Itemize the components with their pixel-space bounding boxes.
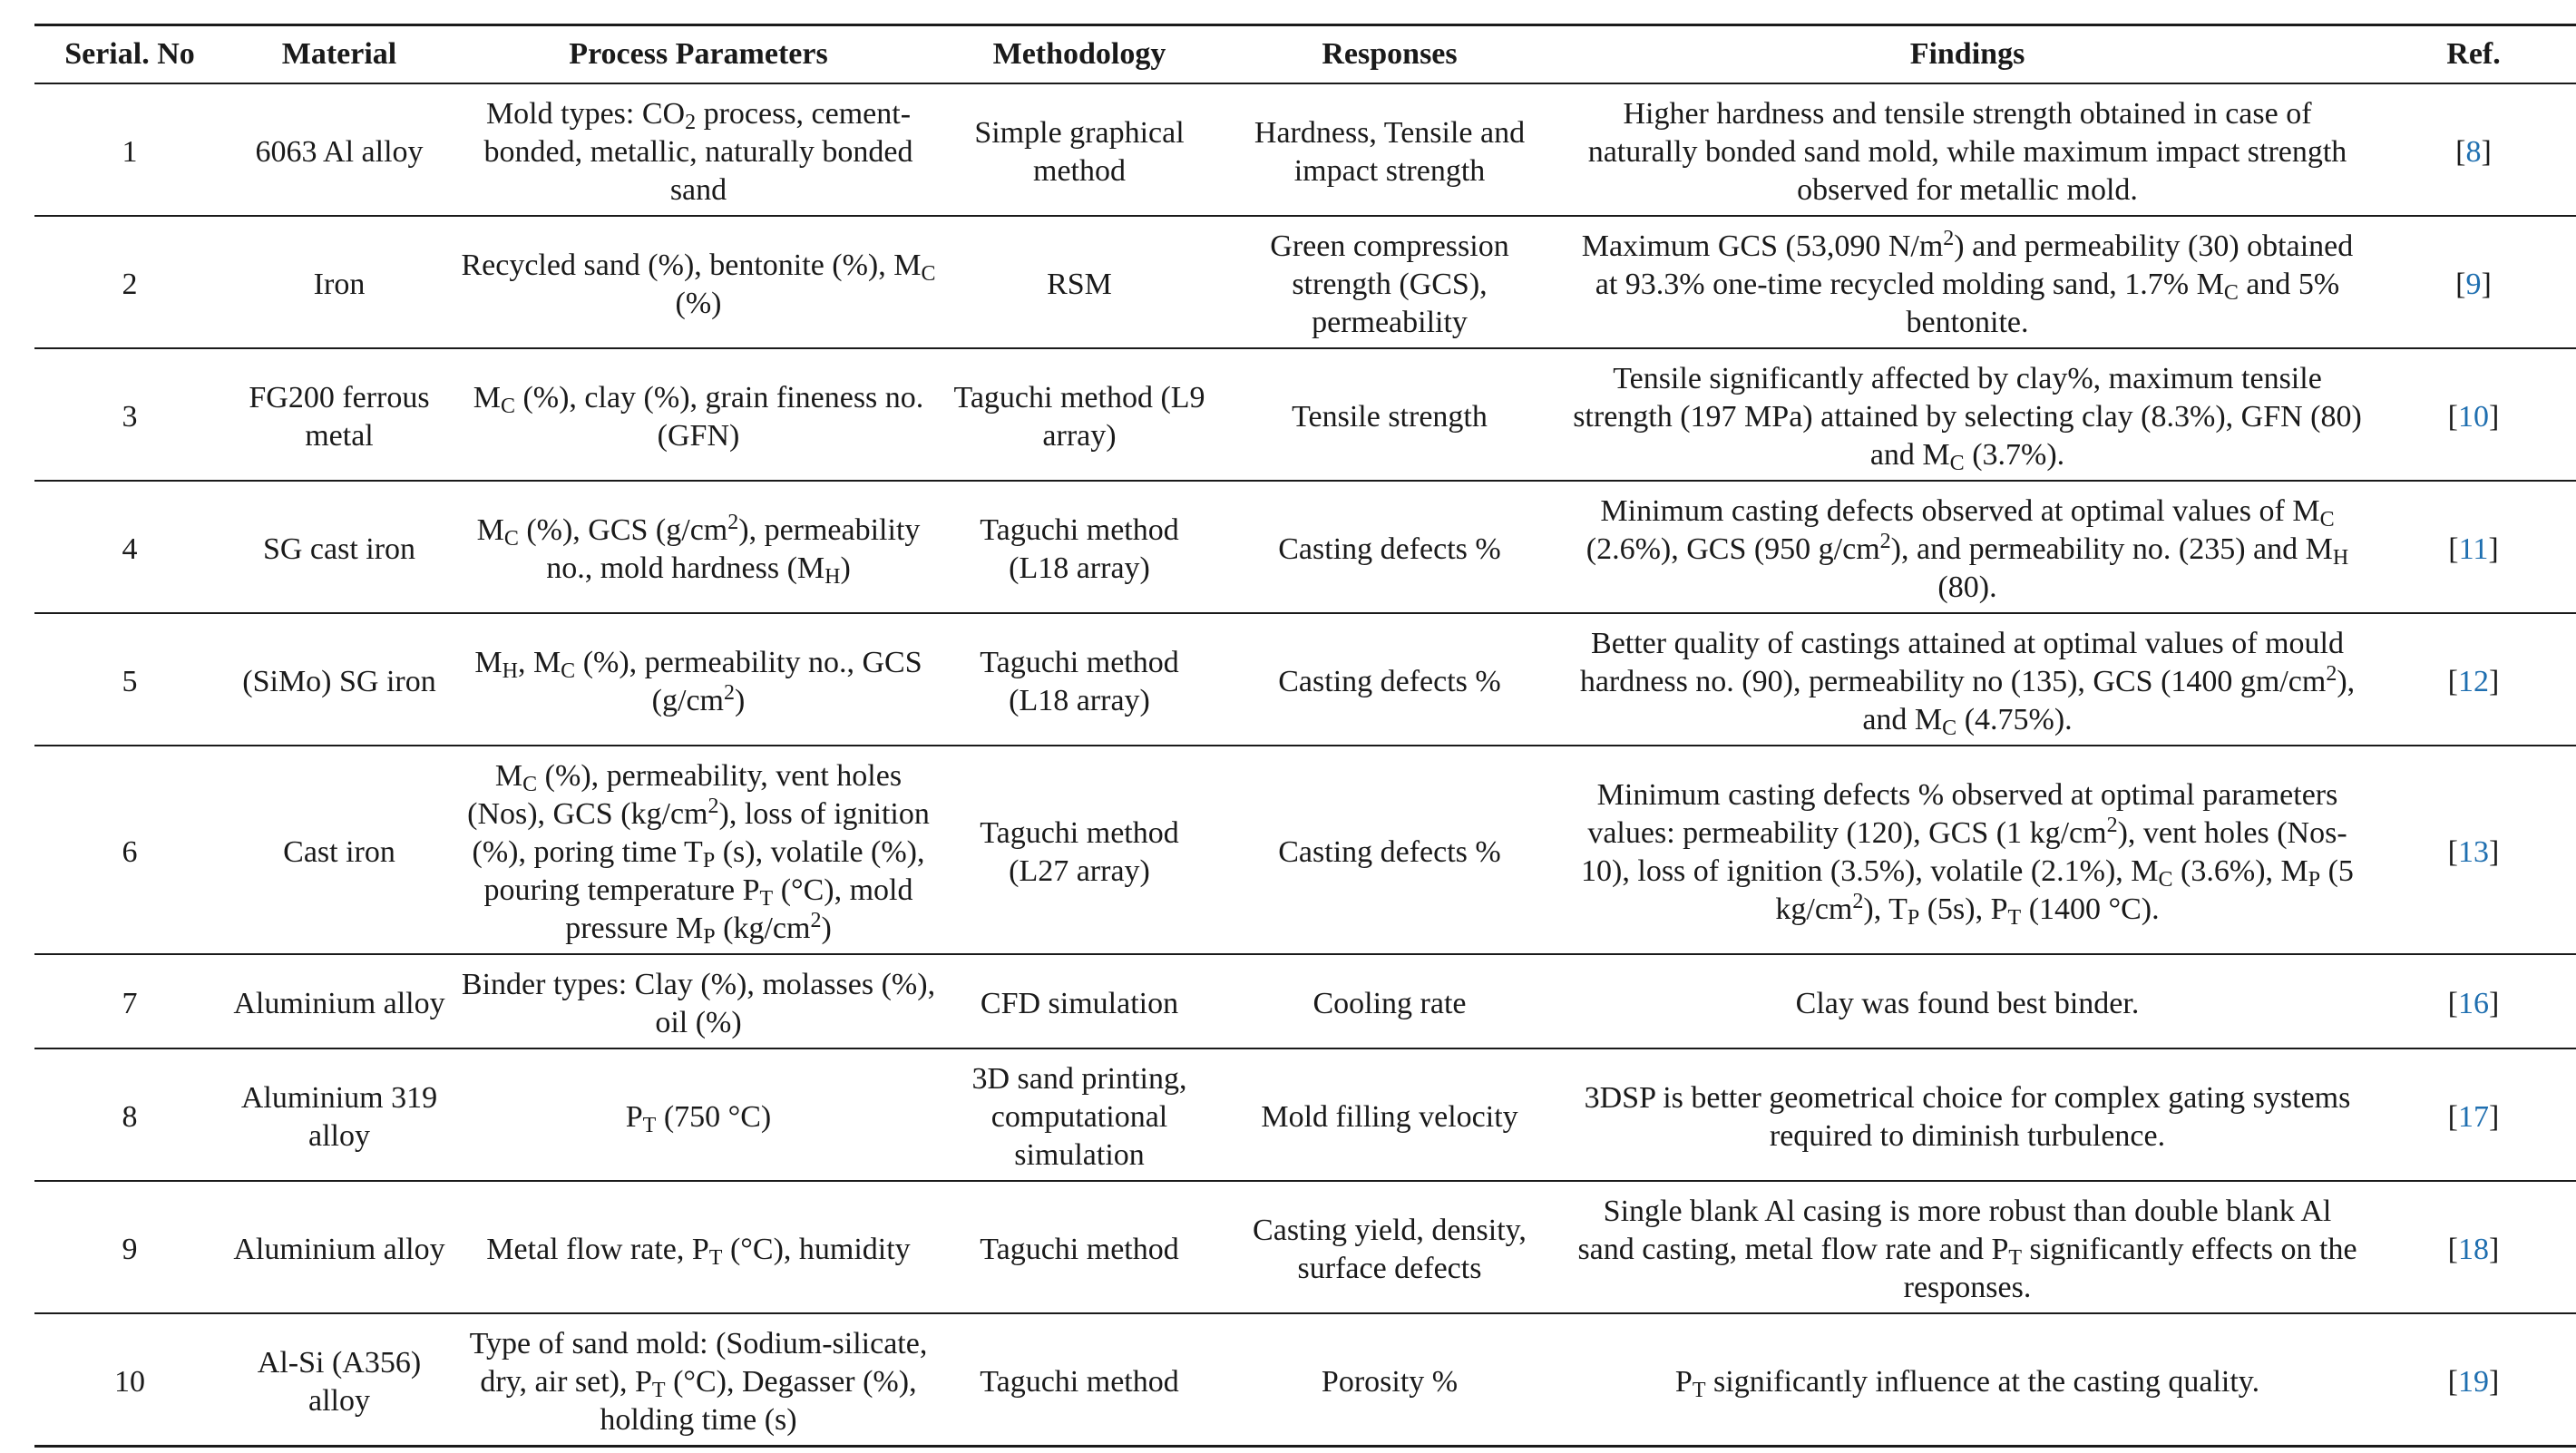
cell-serial: 10 <box>34 1313 225 1447</box>
table-row <box>34 348 2576 481</box>
cell-findings: 3DSP is better geometrical choice for complex gating systems required to diminish turbulence. <box>1564 1048 2371 1181</box>
cell-responses: Mold filling velocity <box>1215 1048 1564 1181</box>
cell-ref: [13] <box>2371 746 2576 954</box>
cell-ref: [17] <box>2371 1048 2576 1181</box>
cell-serial: 3 <box>34 348 225 481</box>
cell-ref: [11] <box>2371 481 2576 613</box>
cell-serial: 4 <box>34 481 225 613</box>
cell-material: Al-Si (A356) alloy <box>225 1313 454 1447</box>
cell-responses: Casting defects % <box>1215 746 1564 954</box>
ref-link[interactable]: 12 <box>2458 665 2489 698</box>
table-row <box>34 746 2576 954</box>
ref-link[interactable]: 17 <box>2458 1100 2489 1134</box>
table-row <box>34 216 2576 348</box>
ref-link[interactable]: 16 <box>2458 987 2489 1020</box>
cell-process-parameters: Mold types: $CO_2$ process, cement-bonded, metallic, naturally bonded sand <box>454 83 943 216</box>
cell-findings: Minimum casting defects observed at optimal values of $M_C$ (2.6%), GCS (950 $g/cm^2$), and permeability no. (235) and $M_H$ (80). <box>1564 481 2371 613</box>
ref-link[interactable]: 10 <box>2458 400 2489 434</box>
cell-responses: Cooling rate <box>1215 954 1564 1048</box>
cell-material: Aluminium alloy <box>225 954 454 1048</box>
cell-methodology: Taguchi method (L18 array) <box>943 613 1215 746</box>
ref-link[interactable]: 8 <box>2465 135 2482 169</box>
cell-responses: Tensile strength <box>1215 348 1564 481</box>
cell-material: Cast iron <box>225 746 454 954</box>
header-material: Material <box>225 25 454 84</box>
cell-material: Aluminium alloy <box>225 1181 454 1313</box>
cell-serial: 6 <box>34 746 225 954</box>
header-responses: Responses <box>1215 25 1564 84</box>
cell-findings: Higher hardness and tensile strength obtained in case of naturally bonded sand mold, while maximum impact strength observed for metallic mold. <box>1564 83 2371 216</box>
ref-link[interactable]: 9 <box>2465 268 2482 301</box>
cell-methodology: Taguchi method (L18 array) <box>943 481 1215 613</box>
cell-ref: [19] <box>2371 1313 2576 1447</box>
table-row <box>34 1181 2576 1313</box>
cell-methodology: 3D sand printing, computational simulation <box>943 1048 1215 1181</box>
cell-responses: Green compression strength (GCS), permeability <box>1215 216 1564 348</box>
cell-serial: 9 <box>34 1181 225 1313</box>
ref-link[interactable]: 19 <box>2458 1365 2489 1399</box>
cell-findings: Minimum casting defects % observed at optimal parameters values: permeability (120), GCS (1 $kg/cm^2$), vent holes (Nos-10), loss of ignition (3.5%), volatile (2.1%), $M_C$ (3.6%), $M_P$ (5 $kg/cm^2$), $T_P$ (5s), $P_T$ (1400 °C). <box>1564 746 2371 954</box>
cell-material: (SiMo) SG iron <box>225 613 454 746</box>
casting-parameters-table <box>34 24 2576 1448</box>
ref-link[interactable]: 11 <box>2458 532 2489 566</box>
cell-findings: $P_T$ significantly influence at the casting quality. <box>1564 1313 2371 1447</box>
cell-serial: 1 <box>34 83 225 216</box>
ref-link[interactable]: 18 <box>2458 1233 2489 1266</box>
cell-serial: 8 <box>34 1048 225 1181</box>
cell-findings: Single blank Al casing is more robust than double blank Al sand casting, metal flow rate and $P_T$ significantly effects on the responses. <box>1564 1181 2371 1313</box>
table-row <box>34 954 2576 1048</box>
cell-material: Iron <box>225 216 454 348</box>
table-row <box>34 83 2576 216</box>
header-methodology: Methodology <box>943 25 1215 84</box>
cell-ref: [16] <box>2371 954 2576 1048</box>
cell-ref: [10] <box>2371 348 2576 481</box>
cell-findings: Better quality of castings attained at optimal values of mould hardness no. (90), permeability no (135), GCS (1400 $gm/cm^2$), and $M_C$ (4.75%). <box>1564 613 2371 746</box>
cell-methodology: RSM <box>943 216 1215 348</box>
cell-methodology: Taguchi method (L9 array) <box>943 348 1215 481</box>
ref-link[interactable]: 13 <box>2458 835 2489 869</box>
cell-ref: [12] <box>2371 613 2576 746</box>
cell-responses: Casting defects % <box>1215 613 1564 746</box>
cell-methodology: Taguchi method <box>943 1181 1215 1313</box>
cell-findings: Maximum GCS (53,090 $N/m^2$) and permeability (30) obtained at 93.3% one-time recycled molding sand, 1.7% $M_C$ and 5% bentonite. <box>1564 216 2371 348</box>
cell-process-parameters: $M_C$ (%), permeability, vent holes (Nos), GCS $(kg/cm^2)$, loss of ignition (%), poring time $T_P$ (s), volatile (%), pouring temperature $P_T$ (°C), mold pressure $M_P$ $(kg/cm^2)$ <box>454 746 943 954</box>
cell-serial: 5 <box>34 613 225 746</box>
cell-serial: 7 <box>34 954 225 1048</box>
cell-findings: Tensile significantly affected by clay%, maximum tensile strength (197 MPa) attained by selecting clay (8.3%), GFN (80) and $M_C$ (3.7%). <box>1564 348 2371 481</box>
cell-methodology: Simple graphical method <box>943 83 1215 216</box>
cell-material: Aluminium 319 alloy <box>225 1048 454 1181</box>
cell-material: FG200 ferrous metal <box>225 348 454 481</box>
cell-process-parameters: Type of sand mold: (Sodium-silicate, dry, air set), $P_T$ (°C), Degasser (%), holding time (s) <box>454 1313 943 1447</box>
cell-process-parameters: $M_H$, $M_C$ (%), permeability no., GCS $(g/cm^2)$ <box>454 613 943 746</box>
table-row <box>34 613 2576 746</box>
cell-findings: Clay was found best binder. <box>1564 954 2371 1048</box>
cell-process-parameters: Metal flow rate, $P_T$ (°C), humidity <box>454 1181 943 1313</box>
cell-process-parameters: $P_T$ (750 °C) <box>454 1048 943 1181</box>
cell-responses: Hardness, Tensile and impact strength <box>1215 83 1564 216</box>
cell-ref: [8] <box>2371 83 2576 216</box>
cell-responses: Casting defects % <box>1215 481 1564 613</box>
cell-ref: [9] <box>2371 216 2576 348</box>
header-ref: Ref. <box>2371 25 2576 84</box>
cell-methodology: Taguchi method <box>943 1313 1215 1447</box>
table-row <box>34 1313 2576 1447</box>
cell-methodology: CFD simulation <box>943 954 1215 1048</box>
cell-serial: 2 <box>34 216 225 348</box>
cell-responses: Casting yield, density, surface defects <box>1215 1181 1564 1313</box>
cell-material: 6063 Al alloy <box>225 83 454 216</box>
table-body <box>34 83 2576 1447</box>
table-container <box>34 24 2576 1448</box>
header-row <box>34 25 2576 84</box>
header-process-parameters: Process Parameters <box>454 25 943 84</box>
header-findings: Findings <box>1564 25 2371 84</box>
header-serial: Serial. No <box>34 25 225 84</box>
cell-process-parameters: Recycled sand (%), bentonite (%), $M_C$ (%) <box>454 216 943 348</box>
cell-process-parameters: $M_C$ (%), GCS $(g/cm^2)$, permeability no., mold hardness $(M_H)$ <box>454 481 943 613</box>
cell-responses: Porosity % <box>1215 1313 1564 1447</box>
cell-process-parameters: $M_C$ (%), clay (%), grain fineness no. (GFN) <box>454 348 943 481</box>
cell-methodology: Taguchi method (L27 array) <box>943 746 1215 954</box>
cell-ref: [18] <box>2371 1181 2576 1313</box>
cell-material: SG cast iron <box>225 481 454 613</box>
table-row <box>34 481 2576 613</box>
table-row <box>34 1048 2576 1181</box>
cell-process-parameters: Binder types: Clay (%), molasses (%), oil (%) <box>454 954 943 1048</box>
